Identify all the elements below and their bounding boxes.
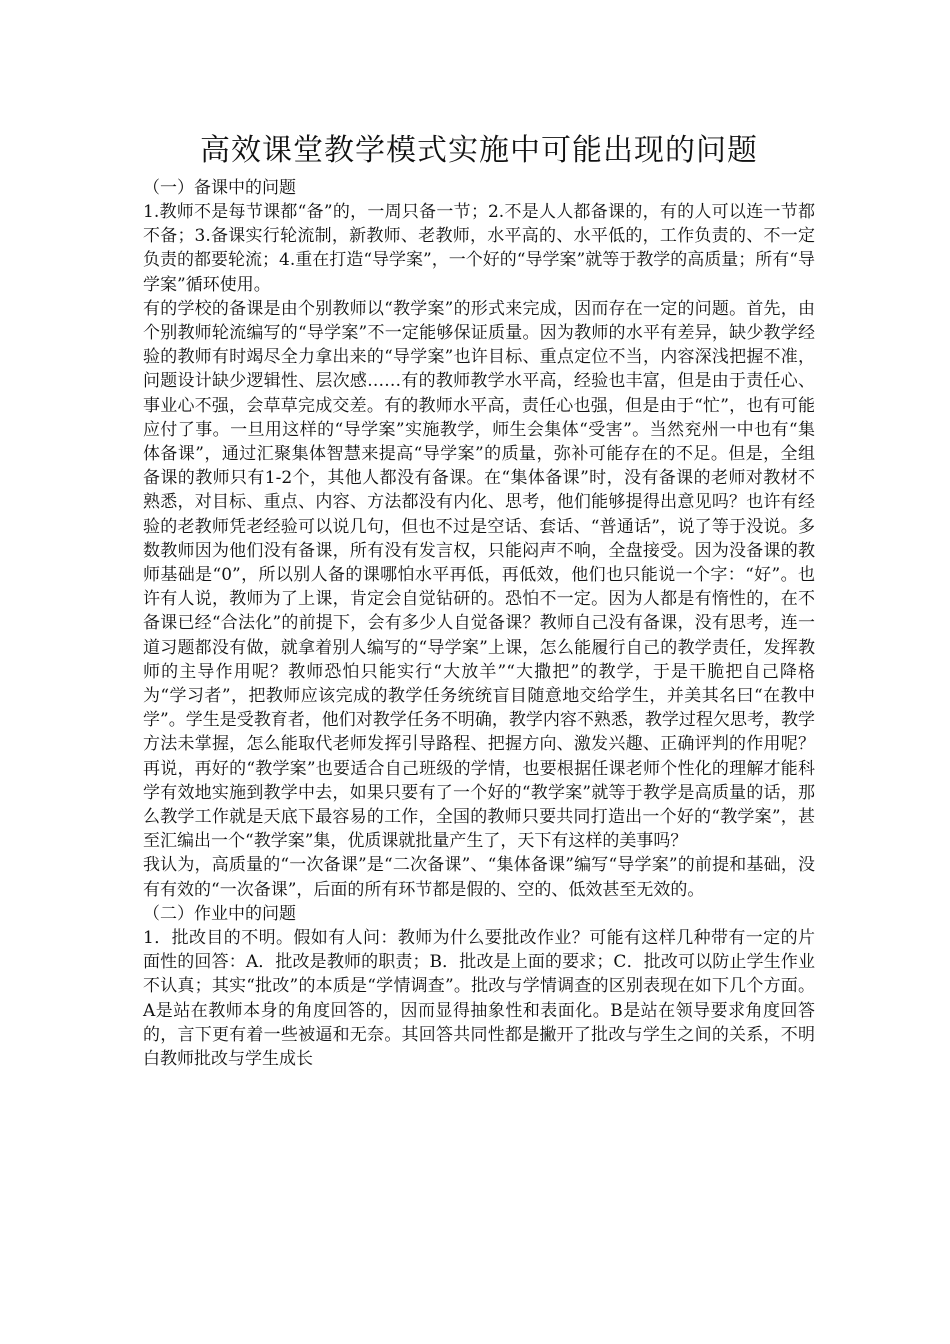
paragraph: 我认为，高质量的“一次备课”是“二次备课”、“集体备课”编写“导学案”的前提和基础，没有有效的“一次备课”，后面的所有环节都是假的、空的、低效甚至无效的。	[143, 855, 815, 900]
document-title: 高效课堂教学模式实施中可能出现的问题	[200, 133, 758, 168]
paragraph: 1．批改目的不明。假如有人问：教师为什么要批改作业？可能有这样几种带有一定的片面性的回答：A．批改是教师的职责；B．批改是上面的要求；C．批改可以防止学生作业不认真；其实“批改”的本质是“学情调查”。批改与学情调查的区别表现在如下几个方面。A是站在教师本身的角度回答的，因而显得抽象性和表面化。B是站在领导要求角度回答的，言下更有着一些被逼和无奈。其回答共同性都是撇开了批改与学生之间的关系，不明白教师批改与学生成长	[143, 927, 815, 1069]
section-homework	[143, 902, 815, 1071]
section-heading: （二）作业中的问题	[143, 903, 296, 924]
section-lesson-prep	[143, 176, 815, 902]
paragraph: 1.教师不是每节课都“备”的，一周只备一节；2.不是人人都备课的，有的人可以连一节都不备；3.备课实行轮流制，新教师、老教师，水平高的、水平低的，工作负责的、不一定负责的都要轮流；4.重在打造“导学案”，一个好的“导学案”就等于教学的高质量；所有“导学案”循环使用。	[143, 202, 815, 295]
paragraph: 有的学校的备课是由个别教师以“教学案”的形式来完成，因而存在一定的问题。首先，由个别教师轮流编写的“导学案”不一定能够保证质量。因为教师的水平有差异，缺少教学经验的教师有时竭尽全力拿出来的“导学案”也许目标、重点定位不当，内容深浅把握不准，问题设计缺少逻辑性、层次感……有的教师教学水平高，经验也丰富，但是由于责任心、事业心不强，会草草完成交差。有的教师水平高，责任心也强，但是由于“忙”，也有可能应付了事。一旦用这样的“导学案”实施教学，师生会集体“受害”。当然兖州一中也有“集体备课”，通过汇聚集体智慧来提高“导学案”的质量，弥补可能存在的不足。但是，全组备课的教师只有1-2个，其他人都没有备课。在“集体备课”时，没有备课的老师对教材不熟悉，对目标、重点、内容、方法都没有内化、思考，他们能够提得出意见吗？也许有经验的老教师凭老经验可以说几句，但也不过是空话、套话、“普通话”，说了等于没说。多数教师因为他们没有备课，所有没有发言权，只能闷声不响，全盘接受。因为没备课的教师基础是“0”，所以别人备的课哪怕水平再低，再低效，他们也只能说一个字：“好”。也许有人说，教师为了上课，肯定会自觉钻研的。恐怕不一定。因为人都是有惰性的，在不备课已经“合法化”的前提下，会有多少人自觉备课？教师自己没有备课，没有思考，连一道习题都没有做，就拿着别人编写的“导学案”上课，怎么能履行自己的教学责任，发挥教师的主导作用呢？教师恐怕只能实行“大放羊”“大撒把”的教学，于是干脆把自己降格为“学习者”，把教师应该完成的教学任务统统盲目随意地交给学生，并美其名曰“在教中学”。学生是受教育者，他们对教学任务不明确，教学内容不熟悉，教学过程欠思考，教学方法未掌握，怎么能取代老师发挥引导路程、把握方向、激发兴趣、正确评判的作用呢？再说，再好的“教学案”也要适合自己班级的学情，也要根据任课老师个性化的理解才能科学有效地实施到教学中去，如果只要有了一个好的“教学案”就等于教学是高质量的话，那么教学工作就是天底下最容易的工作，全国的教师只要共同打造出一个好的“教学案”，甚至汇编出一个“教学案”集，优质课就批量产生了，天下有这样的美事吗？	[143, 298, 815, 852]
document-page	[143, 130, 815, 1071]
section-heading: （一）备课中的问题	[143, 178, 296, 198]
